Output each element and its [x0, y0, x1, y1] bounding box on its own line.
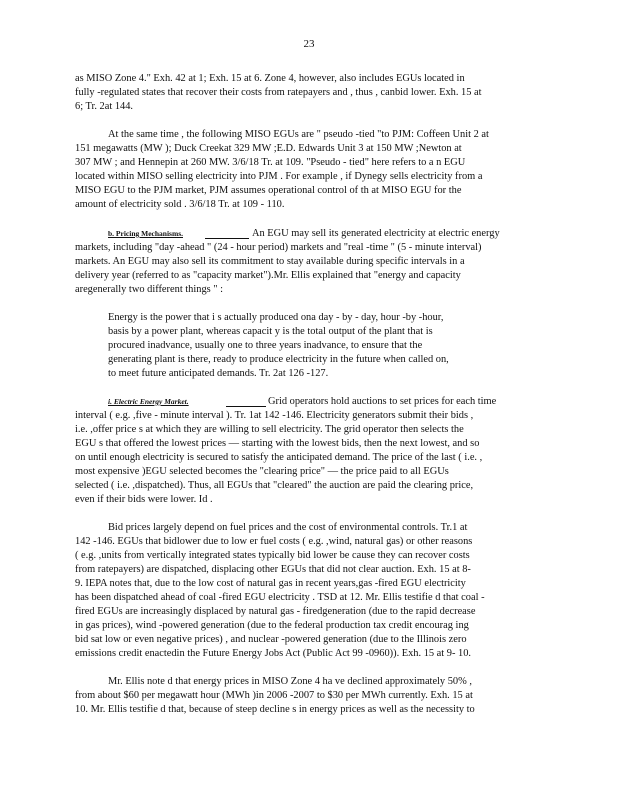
- paragraph-line: from about $60 per megawatt hour (MWh )in 2006 -2007 to $30 per MWh currently. Exh. 15 at: [75, 690, 473, 701]
- paragraph-line: ( e.g. ,units from vertically integrated states typically bid lower be cause they can recover costs: [75, 550, 470, 561]
- paragraph-line: aregenerally two different things " :: [75, 284, 224, 295]
- paragraph-line: markets. An EGU may also sell its commitment to stay available during specific intervals in a: [75, 256, 465, 267]
- block-quote-line: to meet future anticipated demands. Tr. 2at 126 -127.: [108, 368, 329, 379]
- paragraph-line: Grid operators hold auctions to set prices for each time: [268, 396, 497, 407]
- paragraph-line: delivery year (referred to as "capacity market").Mr. Ellis explained that "energy and capacity: [75, 270, 461, 281]
- paragraph-line: in gas prices), wind -powered generation (due to the federal production tax credit encourag ing: [75, 620, 469, 631]
- subheading-underline: [226, 406, 266, 407]
- paragraph-line: from ratepayers) are dispatched, displacing other EGUs that did not clear auction. Exh. 15 at 8-: [75, 564, 471, 575]
- paragraph-line: interval ( e.g. ,five - minute interval ). Tr. 1at 142 -146. Electricity generators submit their bids ,: [75, 410, 474, 421]
- paragraph-line: has been dispatched ahead of coal -fired EGU electricity . TSD at 12. Mr. Ellis testifie d that coal -: [75, 592, 485, 603]
- paragraph-line: At the same time , the following MISO EGUs are " pseudo -tied "to PJM: Coffeen Unit 2 at: [108, 129, 489, 140]
- paragraph-line: 10. Mr. Ellis testifie d that, because of steep decline s in energy prices as well as the necessity to: [75, 704, 475, 715]
- paragraph-line: emissions credit enactedin the Future Energy Jobs Act (Public Act 99 -0960)). Exh. 15 at 9- 10.: [75, 648, 472, 659]
- paragraph-line: even if their bids were lower. Id .: [75, 494, 213, 505]
- paragraph-line: 6; Tr. 2at 144.: [75, 101, 134, 112]
- paragraph-line: fired EGUs are increasingly displaced by natural gas - firedgeneration (due to the rapid decrease: [75, 606, 476, 617]
- paragraph-line: as MISO Zone 4." Exh. 42 at 1; Exh. 15 at 6. Zone 4, however, also includes EGUs located in: [75, 73, 465, 84]
- paragraph-line: 142 -146. EGUs that bidlower due to low er fuel costs ( e.g. ,wind, natural gas) or other reasons: [75, 536, 473, 547]
- subsection-heading-text: i. Electric Energy Market.: [108, 397, 189, 406]
- paragraph-line: most expensive )EGU selected becomes the "clearing price" — the price paid to all EGUs: [75, 466, 449, 477]
- paragraph-line: 9. IEPA notes that, due to the low cost of natural gas in recent years,gas -fired EGU electricity: [75, 578, 466, 589]
- paragraph-line: 151 megawatts (MW ); Duck Creekat 329 MW ;E.D. Edwards Unit 3 at 150 MW ;Newton at: [75, 143, 462, 154]
- paragraph-line: Mr. Ellis note d that energy prices in MISO Zone 4 ha ve declined approximately 50% ,: [108, 676, 472, 687]
- paragraph-line: Bid prices largely depend on fuel prices and the cost of environmental controls. Tr.1 at: [108, 522, 468, 533]
- paragraph-line: located within MISO selling electricity into PJM . For example , if Dynegy sells electricity from a: [75, 171, 483, 182]
- section-heading: [108, 228, 183, 240]
- section-heading-text: b. Pricing Mechanisms.: [108, 229, 183, 238]
- subsection-heading: [108, 396, 189, 408]
- block-quote-line: generating plant is there, ready to produce electricity in the future when called on,: [108, 354, 449, 365]
- paragraph-line: MISO EGU to the PJM market, PJM assumes operational control of th at MISO EGU for the: [75, 185, 462, 196]
- paragraph-line: selected ( i.e. ,dispatched). Thus, all EGUs that "cleared" the auction are paid the clearing price,: [75, 480, 474, 491]
- paragraph-line: bid sat low or even negative prices) , and nuclear -powered generation (due to the Illinois zero: [75, 634, 467, 645]
- paragraph-line: markets, including "day -ahead " (24 - hour period) markets and "real -time " (5 - minute interval): [75, 242, 482, 253]
- block-quote-line: procured inadvance, usually one to three years inadvance, to ensure that the: [108, 340, 423, 351]
- paragraph-line: 307 MW ; and Hennepin at 260 MW. 3/6/18 Tr. at 109. "Pseudo - tied" here refers to a n EGU: [75, 157, 466, 168]
- paragraph-line: on until enough electricity is secured to satisfy the anticipated demand. The price of the last ( i.e. ,: [75, 452, 483, 463]
- block-quote-line: Energy is the power that i s actually produced ona day - by - day, hour -by -hour,: [108, 312, 444, 323]
- paragraph-line: amount of electricity sold . 3/6/18 Tr. at 109 - 110.: [75, 199, 285, 210]
- paragraph-line: EGU s that offered the lowest prices — starting with the lowest bids, then the next lowest, and so: [75, 438, 480, 449]
- paragraph-line: i.e. ,offer price s at which they are willing to sell electricity. The grid operator then selects the: [75, 424, 464, 435]
- block-quote-line: basis by a power plant, whereas capacit y is the total output of the plant that is: [108, 326, 433, 337]
- page-number: 23: [303, 38, 315, 50]
- paragraph-line: fully -regulated states that recover their costs from ratepayers and , thus , canbid lower. Exh. 15 at: [75, 87, 482, 98]
- heading-underline: [205, 238, 249, 239]
- paragraph-line: An EGU may sell its generated electricity at electric energy: [252, 228, 500, 239]
